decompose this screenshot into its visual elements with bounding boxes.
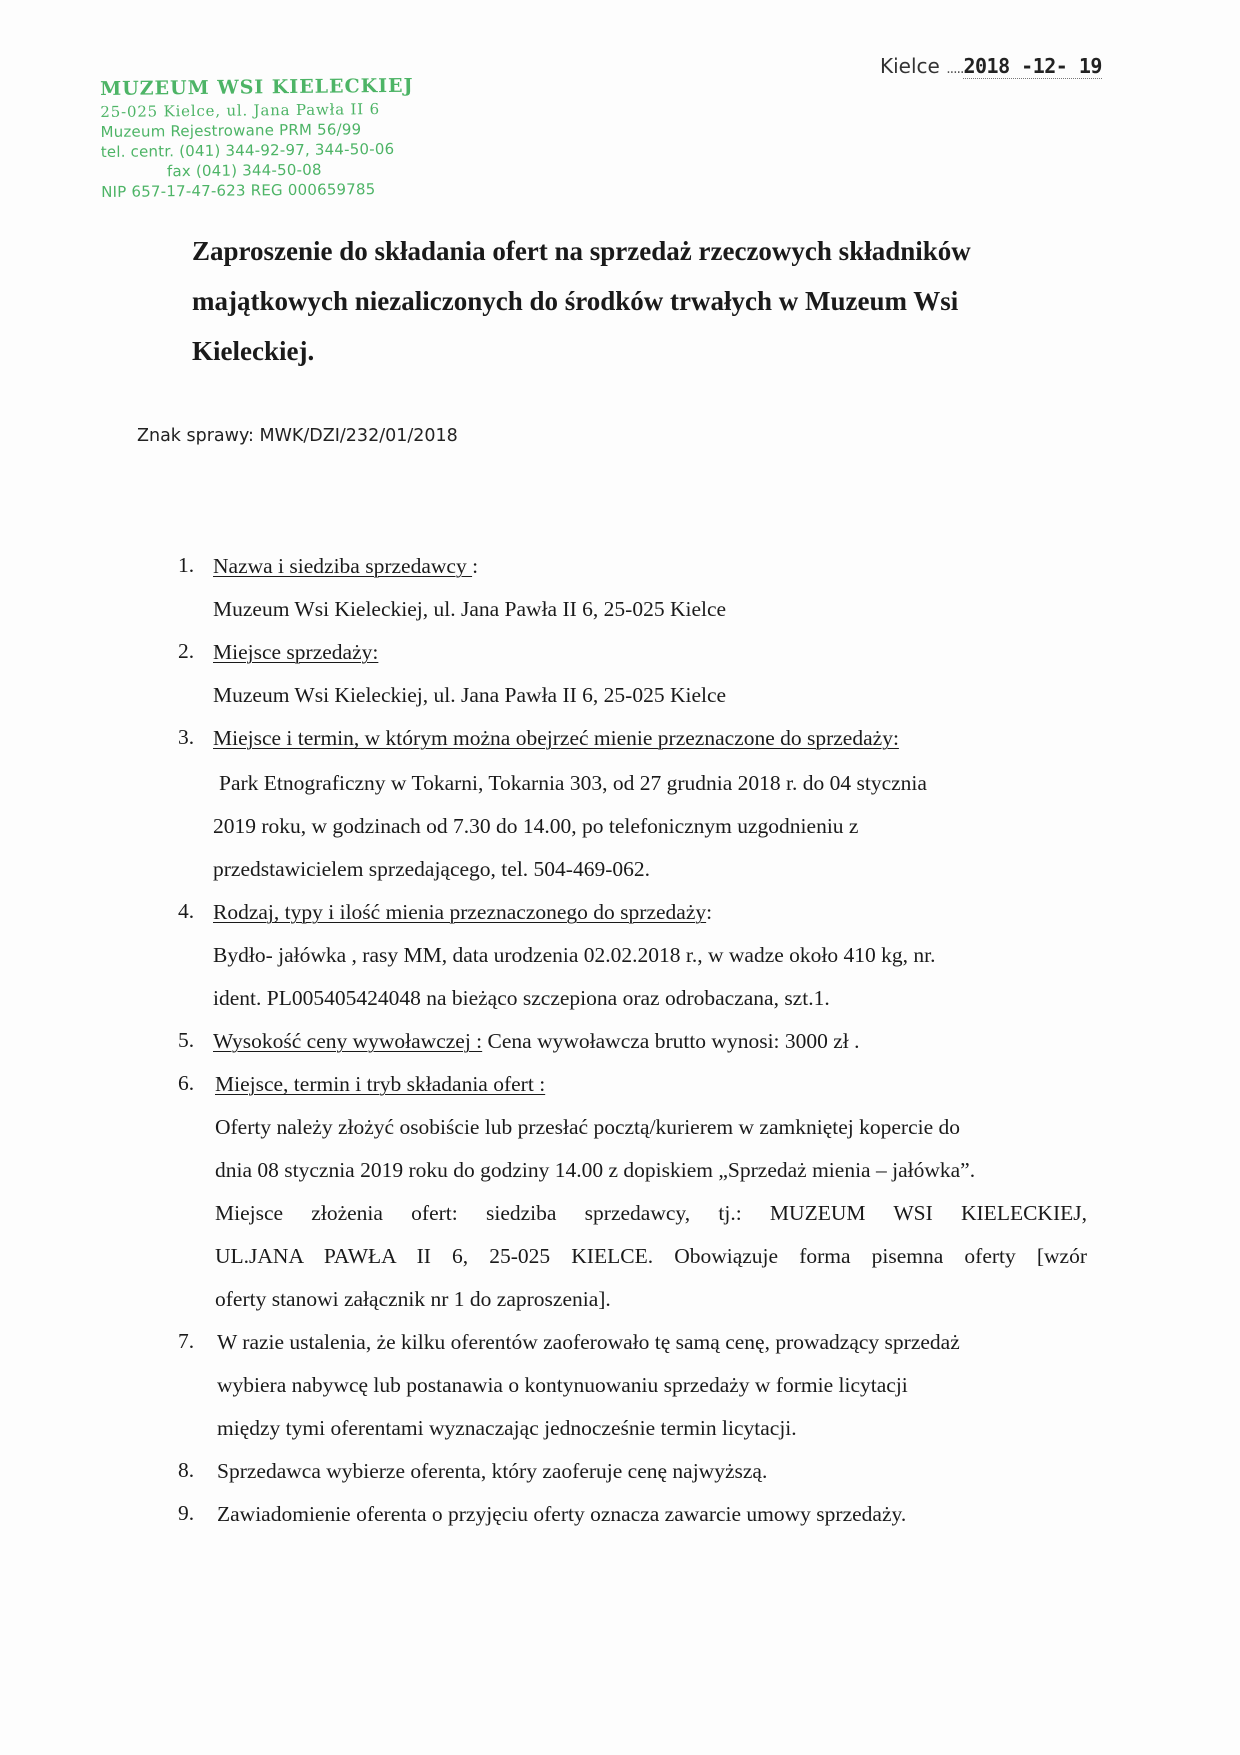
date-stamp: 2018 -12- 19	[963, 54, 1102, 78]
list-item-line: Miejsce złożenia ofert: siedziba sprzedawcy, tj.: MUZEUM WSI KIELECKIEJ,	[215, 1201, 1087, 1225]
heading-suffix: :	[706, 900, 713, 924]
list-item-heading	[213, 545, 1093, 588]
case-reference: Znak sprawy: MWK/DZI/232/01/2018	[137, 426, 458, 446]
inline-text: Cena wywoławcza brutto wynosi: 3000 zł .	[482, 1029, 860, 1053]
item-number: 3.	[178, 725, 195, 749]
heading-text: Rodzaj, typy i ilość mienia przeznaczonego do sprzedaży	[213, 900, 707, 924]
document-title: Zaproszenie do składania ofert na sprzedaż rzeczowych składników majątkowych niezaliczonych do środków trwałych w Muzeum Wsi Kieleckiej.	[192, 236, 971, 366]
list-item-line: Zawiadomienie oferenta o przyjęciu oferty oznacza zawarcie umowy sprzedaży.	[217, 1502, 907, 1526]
list-item-line: W razie ustalenia, że kilku oferentów zaoferowało tę samą cenę, prowadzący sprzedaż	[217, 1330, 960, 1354]
heading-text: Miejsce i termin, w którym można obejrzeć mienie przeznaczone do sprzedaży:	[213, 726, 899, 750]
item-number: 5.	[178, 1028, 195, 1052]
stamp-line: fax (041) 344-50-08	[166, 160, 322, 181]
list-item-line: przedstawicielem sprzedającego, tel. 504-469-062.	[213, 857, 650, 881]
stamp-line: NIP 657-17-47-623 REG 000659785	[101, 180, 376, 201]
place-label: Kielce	[880, 54, 940, 78]
list-item-line: Muzeum Wsi Kieleckiej, ul. Jana Pawła II 6, 25-025 Kielce	[213, 597, 727, 621]
heading-suffix: :	[472, 554, 479, 578]
item-number: 4.	[178, 899, 195, 923]
stamp-line: tel. centr. (041) 344-92-97, 344-50-06	[100, 139, 395, 161]
list-item-line: Sprzedawca wybierze oferenta, który zaoferuje cenę najwyższą.	[217, 1459, 768, 1483]
heading-text: Nazwa i siedziba sprzedawcy	[213, 554, 473, 578]
stamp-line: 25-025 Kielce, ul. Jana Pawła II 6	[100, 100, 380, 121]
list-item-line: dnia 08 stycznia 2019 roku do godziny 14.00 z dopiskiem „Sprzedaż mienia – jałówka”.	[215, 1158, 976, 1182]
item-number: 2.	[178, 639, 195, 663]
item-number: 9.	[178, 1501, 195, 1525]
list-item-line: Park Etnograficzny w Tokarni, Tokarnia 303, od 27 grudnia 2018 r. do 04 stycznia	[219, 771, 927, 795]
list-item-line: 2019 roku, w godzinach od 7.30 do 14.00, po telefonicznym uzgodnieniu z	[213, 814, 859, 838]
date-dots: .....	[946, 61, 964, 77]
stamp-line: MUZEUM WSI KIELECKIEJ	[100, 74, 414, 100]
list-item-heading	[213, 891, 1093, 934]
list-item-line: Oferty należy złożyć osobiście lub przesłać pocztą/kurierem w zamkniętej kopercie do	[215, 1115, 961, 1139]
list-item-line: Bydło- jałówka , rasy MM, data urodzenia 02.02.2018 r., w wadze około 410 kg, nr.	[213, 943, 936, 967]
list-item-line: wybiera nabywcę lub postanawia o kontynuowaniu sprzedaży w formie licytacji	[217, 1373, 908, 1397]
item-number: 8.	[178, 1458, 195, 1482]
list-item-line: między tymi oferentami wyznaczając jednocześnie termin licytacji.	[217, 1416, 797, 1440]
list-item-line: oferty stanowi załącznik nr 1 do zaproszenia].	[215, 1287, 611, 1311]
heading-text: Wysokość ceny wywoławczej :	[213, 1029, 483, 1053]
list-item-heading	[213, 631, 1093, 674]
list-item-line: ident. PL005405424048 na bieżąco szczepiona oraz odrobaczana, szt.1.	[213, 986, 830, 1010]
list-item-line: Muzeum Wsi Kieleckiej, ul. Jana Pawła II 6, 25-025 Kielce	[213, 683, 727, 707]
heading-text: Miejsce sprzedaży:	[213, 640, 379, 664]
item-number: 7.	[178, 1329, 195, 1353]
list-item-heading	[213, 1020, 1093, 1063]
list-item-line: UL.JANA PAWŁA II 6, 25-025 KIELCE. Obowiązuje forma pisemna oferty [wzór	[215, 1244, 1087, 1268]
heading-text: Miejsce, termin i tryb składania ofert :	[215, 1072, 546, 1096]
list-item-heading	[213, 717, 1093, 760]
item-number: 1.	[178, 553, 195, 577]
stamp-line: Muzeum Rejestrowane PRM 56/99	[100, 120, 362, 141]
item-number: 6.	[178, 1071, 195, 1095]
list-item-heading	[215, 1063, 1095, 1106]
